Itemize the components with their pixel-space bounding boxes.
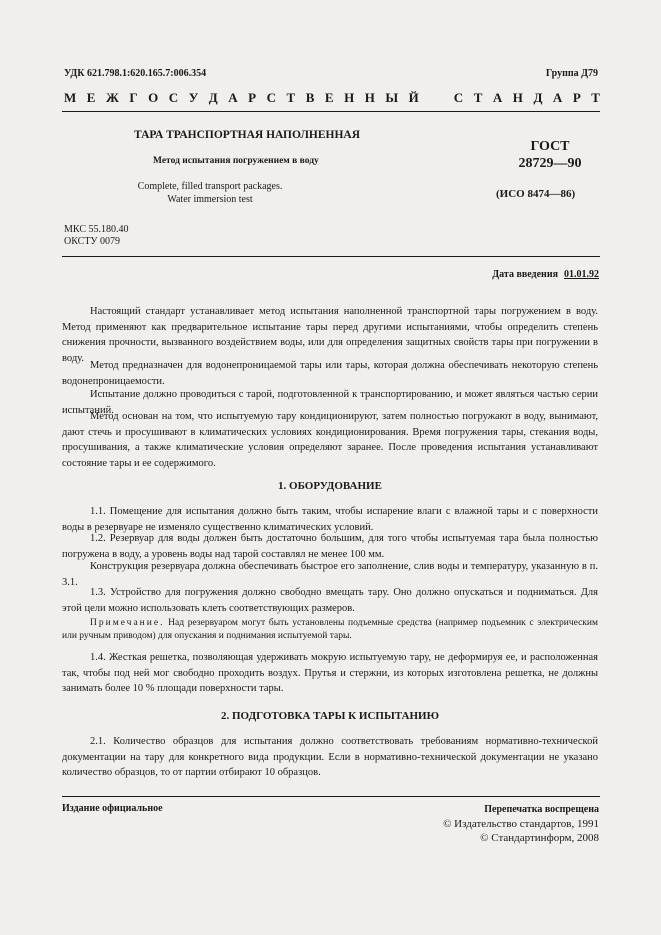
clause-paragraph: 1.2. Резервуар для воды должен быть достаточно большим, для того чтобы испытуемая тара была полностью погружена в воду, а уровень воды над тарой составлял не менее 100 мм. bbox=[62, 533, 598, 560]
banner-letter: С bbox=[168, 90, 179, 105]
classification-codes bbox=[64, 224, 128, 248]
banner-letter: Н bbox=[512, 90, 523, 105]
banner-letter: Й bbox=[408, 90, 419, 105]
clause-paragraph: 2.1. Количество образцов для испытания должно соответствовать требованиям нормативно-технической документации на тару для конкретного вида продукции. Если в нормативно-технической документации не указано количество образцов, то от партии отбирают 10 образцов. bbox=[62, 736, 598, 779]
note-text: Над резервуаром могут быть установлены подъемные средства (например подъемник с электрическим или ручным приводом) для опускания и поднимания испытуемой тары. bbox=[62, 618, 598, 641]
clause-paragraph: 1.3. Устройство для погружения должно свободно вмещать тару. Оно должно опускаться и подниматься. Для этой цели можно использовать клеть соответствующих размеров. bbox=[62, 587, 598, 614]
english-title-line: Water immersion test bbox=[167, 194, 253, 205]
english-title-line: Complete, filled transport packages. bbox=[137, 181, 283, 192]
banner-letter: А bbox=[492, 90, 503, 105]
banner-letter: Ж bbox=[105, 90, 119, 105]
clause-paragraph: 1.1. Помещение для испытания должно быть таким, чтобы испарение влаги с влажной тары и с поверхности воды в резервуаре не изменяло существенно климатических условий. bbox=[62, 506, 598, 533]
header-rule bbox=[62, 111, 600, 112]
reprint-notice: Перепечатка воспрещена bbox=[484, 804, 599, 815]
banner-gap bbox=[429, 90, 443, 106]
clause-paragraph: Конструкция резервуара должна обеспечивать быстрое его заполнение, слив воды и температуру, указанную в п. 3.1. bbox=[62, 561, 598, 588]
gost-number: 28729—90 bbox=[518, 156, 582, 171]
intro-paragraph: Испытание должно проводиться с тарой, подготовленной к транспортированию, и может являться частью серии испытаний. bbox=[62, 389, 598, 416]
date-label: Дата введения bbox=[492, 269, 558, 280]
banner-letter: А bbox=[552, 90, 563, 105]
banner-letter: Р bbox=[248, 90, 257, 105]
iso-reference: (ИСО 8474—86) bbox=[496, 188, 576, 200]
introduction-date bbox=[492, 269, 599, 280]
intro-paragraph: Метод предназначен для водонепроницаемой тары или тары, которая должна обеспечивать некоторую степень водонепроницаемости. bbox=[62, 360, 598, 387]
banner-letter: Д bbox=[208, 90, 218, 105]
banner-letter: Е bbox=[324, 90, 334, 105]
banner-letter: М bbox=[64, 90, 77, 105]
intro-paragraph: Настоящий стандарт устанавливает метод испытания наполненной транспортной тары погружением в воду. Метод применяют как предварительное испытание тары перед другими испытаниями, чтобы определить степень снижения прочности, вызванного воздействием воды, или для определения защитных свойств тары при погружении в воду. bbox=[62, 306, 598, 364]
banner-letter: В bbox=[305, 90, 315, 105]
okstu-code: ОКСТУ 0079 bbox=[64, 236, 121, 247]
note-paragraph bbox=[62, 617, 598, 643]
banner-letter: С bbox=[453, 90, 464, 105]
gost-block bbox=[505, 138, 595, 172]
copyright-line: © Стандартинформ, 2008 bbox=[480, 832, 599, 844]
intro-paragraph: Метод основан на том, что испытуемую тару кондиционируют, затем полностью погружают в воду, вынимают, дают стечь и просушивают в климатических условиях кондиционирования. Время погружения тары, стекания воды, просушивания, а также климатические условия определяют заранее. После проведения испытания устанавливают состояние тары и ее содержимого. bbox=[62, 411, 598, 469]
document-title: ТАРА ТРАНСПОРТНАЯ НАПОЛНЕННАЯ bbox=[134, 129, 361, 141]
english-title bbox=[0, 180, 420, 206]
banner-letter: А bbox=[228, 90, 238, 105]
copyright-line: © Издательство стандартов, 1991 bbox=[443, 818, 599, 830]
section-heading: 1. ОБОРУДОВАНИЕ bbox=[278, 480, 382, 492]
note-label: Примечание. bbox=[90, 618, 165, 628]
banner-letter: У bbox=[188, 90, 199, 105]
gost-label: ГОСТ bbox=[530, 139, 570, 154]
mks-code: МКС 55.180.40 bbox=[64, 224, 129, 235]
banner-letter: Т bbox=[473, 90, 483, 105]
banner-letter: С bbox=[266, 90, 276, 105]
banner-letter: Д bbox=[533, 90, 543, 105]
date-value: 01.01.92 bbox=[564, 269, 599, 280]
section-heading: 2. ПОДГОТОВКА ТАРЫ К ИСПЫТАНИЮ bbox=[221, 710, 439, 722]
udk-code: УДК 621.798.1:620.165.7:006.354 bbox=[64, 68, 207, 79]
codes-rule bbox=[62, 256, 600, 257]
group-code: Группа Д79 bbox=[545, 68, 598, 79]
banner-letter: О bbox=[148, 90, 159, 105]
banner-letter: Т bbox=[286, 90, 296, 105]
official-edition: Издание официальное bbox=[62, 803, 163, 814]
banner-letter: Р bbox=[572, 90, 581, 105]
document-subtitle: Метод испытания погружением в воду bbox=[153, 156, 319, 166]
banner-letter: Н bbox=[344, 90, 355, 105]
banner-letter: Н bbox=[364, 90, 375, 105]
footer-rule bbox=[62, 796, 600, 797]
banner-letter: Ы bbox=[385, 90, 399, 105]
interstate-standard-banner bbox=[64, 90, 600, 106]
banner-letter: Е bbox=[86, 90, 96, 105]
copyright-block bbox=[443, 803, 599, 845]
banner-letter: Г bbox=[129, 90, 138, 105]
clause-paragraph: 1.4. Жесткая решетка, позволяющая удерживать мокрую испытуемую тару, не деформируя ее, и расположенная так, чтобы под ней мог свободно проходить воздух. Прутья и стержни, из которых изготовлена решетка, не должны занимать более 10 % площади поверхности тары. bbox=[62, 652, 598, 695]
banner-letter: Т bbox=[591, 90, 600, 105]
